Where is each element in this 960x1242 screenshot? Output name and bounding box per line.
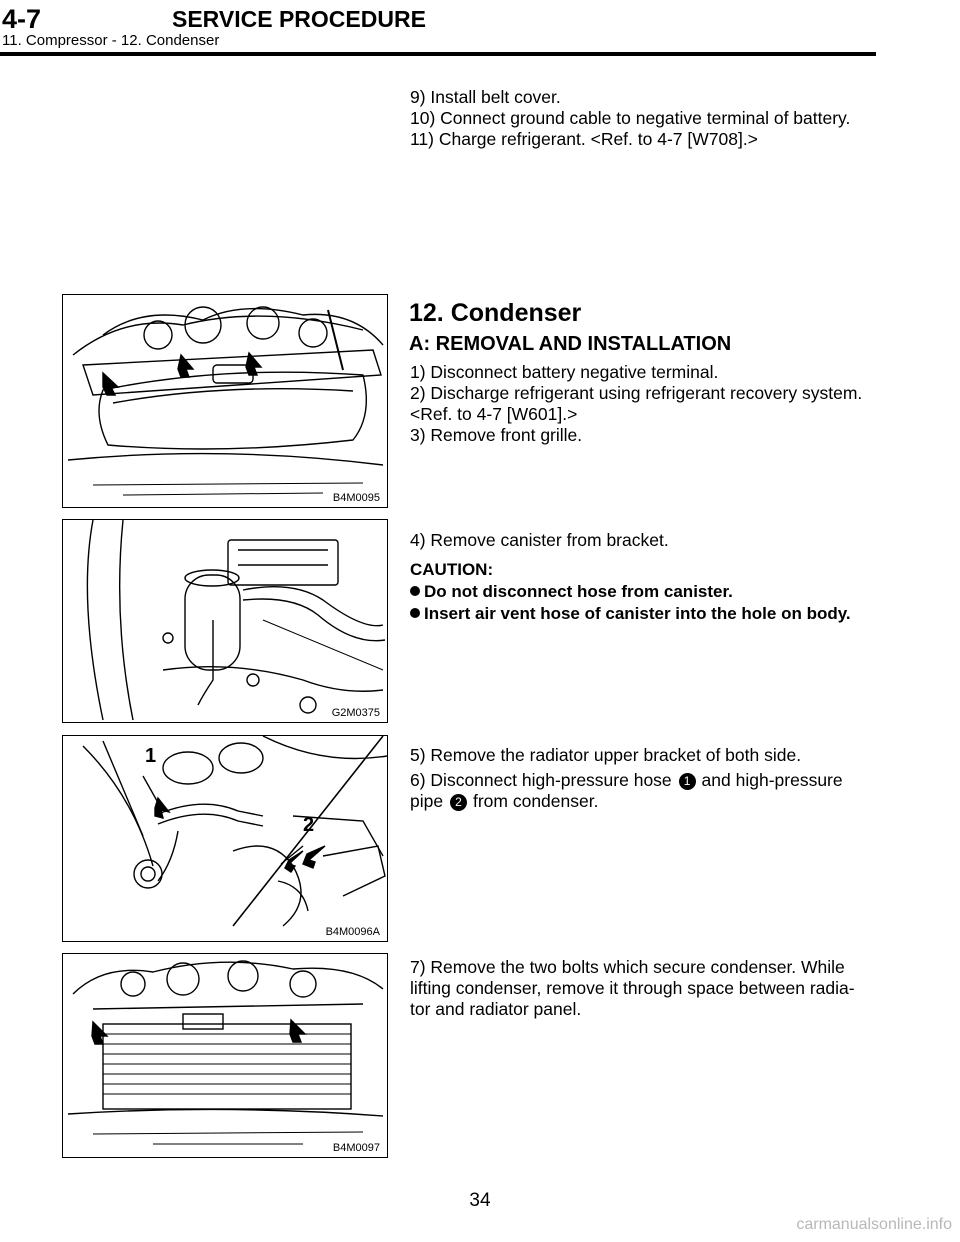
step-7-line: tor and radiator panel.	[410, 999, 582, 1019]
steps-1-3	[410, 362, 862, 446]
page-title: SERVICE PROCEDURE	[172, 6, 426, 32]
figure-canister	[62, 519, 388, 723]
step-3: 3) Remove front grille.	[410, 425, 583, 445]
callout-2-icon: 2	[450, 794, 467, 811]
page-number: 34	[469, 1190, 491, 1211]
watermark: carmanualsonline.info	[796, 1216, 952, 1233]
caution-item: Do not disconnect hose from canister.	[410, 581, 851, 603]
step-7-line: 7) Remove the two bolts which secure condenser. While	[410, 957, 845, 977]
figure-high-pressure-hose	[62, 735, 388, 942]
caution-label: CAUTION:	[410, 560, 494, 579]
callout-1-icon: 1	[679, 773, 696, 790]
figure-condenser	[62, 953, 388, 1158]
condenser-illustration	[63, 954, 387, 1157]
section-heading: 12. Condenser	[409, 299, 582, 327]
intro-steps	[410, 87, 850, 150]
step-5: 5) Remove the radiator upper bracket of both side.	[410, 745, 802, 765]
step-1: 1) Disconnect battery negative terminal.	[410, 362, 719, 382]
step-6-cont: pipe 2 from condenser.	[410, 791, 599, 811]
hose-illustration	[63, 736, 387, 941]
steps-5-6	[410, 745, 876, 812]
caution-item: Insert air vent hose of canister into the hole on body.	[410, 603, 851, 625]
step-4-block	[410, 530, 851, 625]
section-number: 4-7	[2, 4, 42, 34]
bullet-icon	[410, 586, 420, 596]
step-4: 4) Remove canister from bracket.	[410, 530, 669, 550]
step-6: 6) Disconnect high-pressure hose 1 and high-pressure	[410, 770, 843, 790]
figure-code: B4M0096A	[325, 926, 380, 938]
step-7	[410, 957, 855, 1020]
step-10: 10) Connect ground cable to negative terminal of battery.	[410, 108, 851, 128]
step-9: 9) Install belt cover.	[410, 87, 561, 107]
figure-code: B4M0095	[332, 492, 380, 504]
callout-1-label: 1	[145, 745, 157, 767]
step-11: 11) Charge refrigerant. <Ref. to 4-7 [W708].>	[410, 129, 758, 149]
callout-2-label: 2	[303, 814, 315, 836]
bullet-icon	[410, 608, 420, 618]
header-divider	[0, 52, 876, 56]
engine-bay-illustration	[63, 295, 387, 507]
breadcrumb: 11. Compressor - 12. Condenser	[2, 32, 220, 49]
figure-code: G2M0375	[331, 707, 380, 719]
step-7-line: lifting condenser, remove it through space between radia-	[410, 978, 855, 998]
canister-illustration	[63, 520, 387, 722]
section-subheading: A: REMOVAL AND INSTALLATION	[409, 333, 732, 355]
figure-front-grille	[62, 294, 388, 508]
figure-code: B4M0097	[332, 1142, 380, 1154]
step-2: 2) Discharge refrigerant using refrigerant recovery system.	[410, 383, 863, 403]
step-2-ref: <Ref. to 4-7 [W601].>	[410, 404, 578, 424]
